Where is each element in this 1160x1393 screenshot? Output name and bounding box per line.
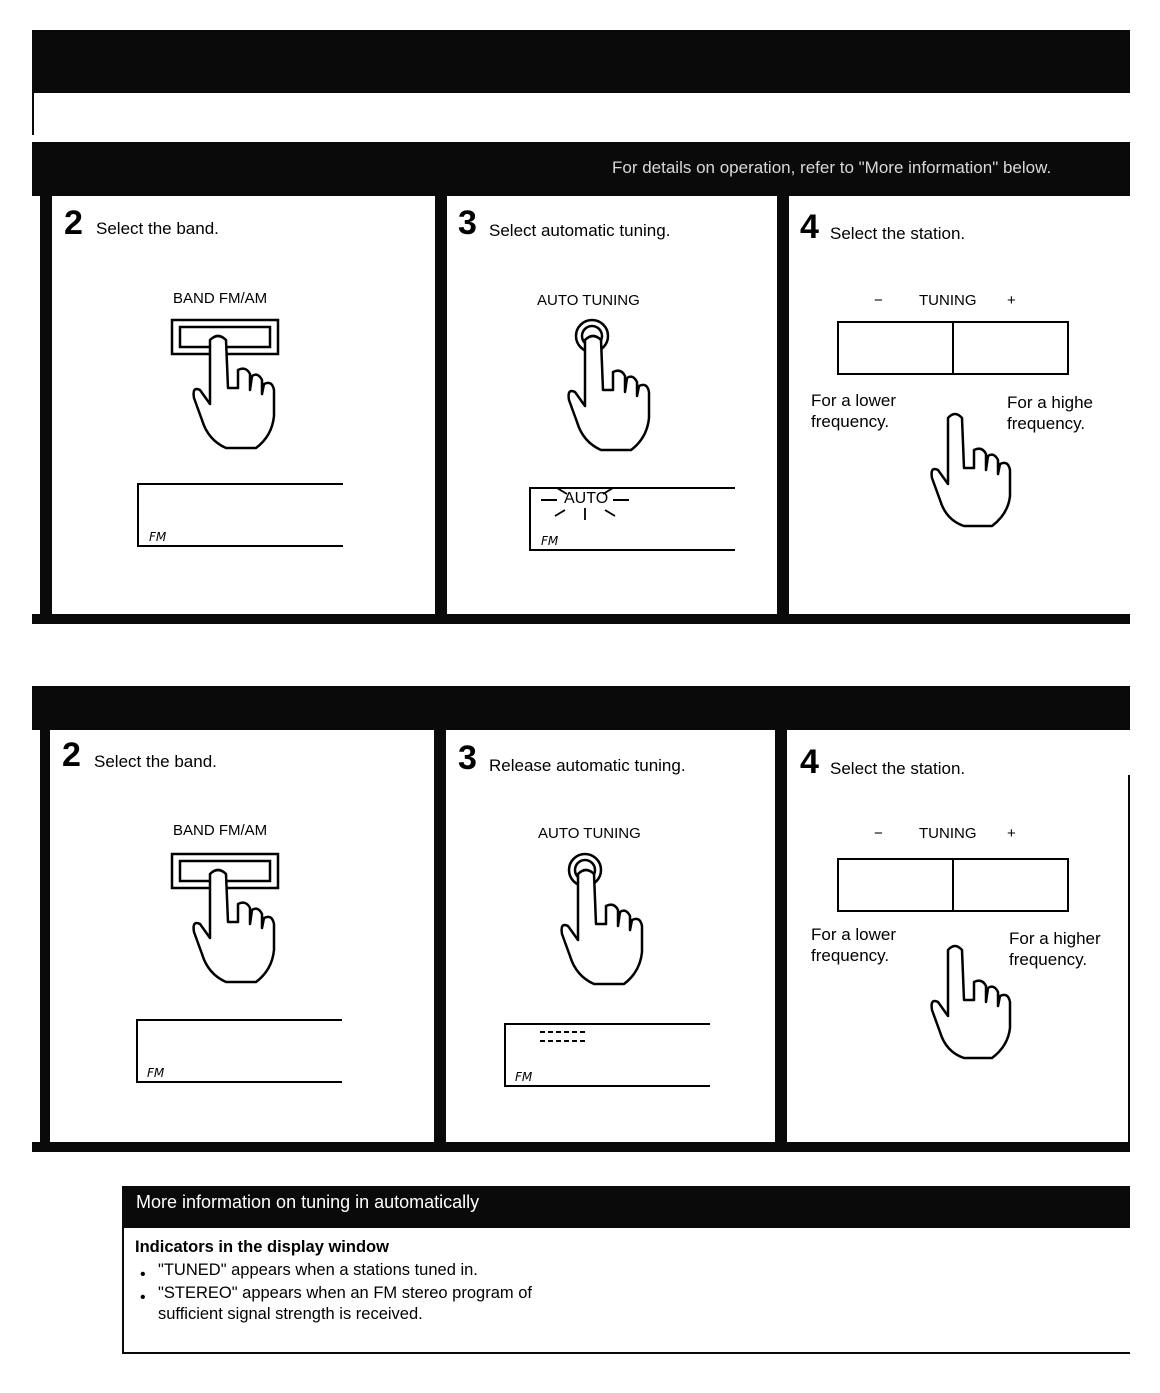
more-info-bullet-1: "TUNED" appears when a stations tuned in. [158,1261,478,1279]
panel1-tuning-plus: + [1007,292,1016,309]
panel2-step3-display-window [502,1022,714,1090]
panel1-tuning-down-button[interactable] [837,321,954,375]
panel2-header-bar [32,686,1130,730]
panel2-step4-number: 4 [800,743,819,781]
panel1-step2-display-band: FM [149,530,167,544]
panel1-step3-display-band: FM [541,534,559,548]
panel1-band-button-icon[interactable] [168,316,283,456]
panel1-higher-frequency-text: For a highe frequency. [1007,393,1093,433]
panel2-right-border [1128,775,1130,1148]
panel2-step3-display-band: FM [515,1070,533,1084]
more-info-title: More information on tuning in automatically [136,1192,480,1212]
top-title-bar [32,30,1130,93]
panel1-left-border [40,196,52,620]
panel1-step3-display-window [527,486,739,554]
panel2-band-label: BAND FM/AM [173,822,268,839]
panel1-step2-number: 2 [64,204,83,242]
panel1-band-label: BAND FM/AM [173,290,268,307]
panel2-step3-text: Release automatic tuning. [489,756,686,775]
panel1-step3-display-auto: AUTO [564,490,609,507]
bullet-dot-1: • [140,1266,146,1283]
panel2-tuning-label: TUNING [919,825,977,842]
panel1-step2-display-window [135,482,347,550]
panel2-step4-text: Select the station. [830,759,966,778]
panel1-step2-text: Select the band. [96,219,219,238]
panel2-step2-display-window [134,1018,346,1086]
panel2-auto-tuning-button-icon[interactable] [558,852,653,992]
panel1-auto-tuning-label: AUTO TUNING [537,292,640,309]
panel2-divider-1 [434,730,446,1148]
panel2-auto-tuning-label: AUTO TUNING [538,825,641,842]
panel2-left-border [40,730,50,1148]
panel2-step2-number: 2 [62,736,81,774]
top-left-rule [32,90,34,135]
panel1-auto-tuning-button-icon[interactable] [565,318,660,458]
panel1-bottom-bar [32,614,1130,624]
panel1-step3-number: 3 [458,204,477,242]
panel1-step3-text: Select automatic tuning. [489,221,671,240]
panel2-tuning-plus: + [1007,825,1016,842]
more-info-bullet-2: "STEREO" appears when an FM stereo program of sufficient signal strength is received. [158,1284,532,1323]
panel1-step4-number: 4 [800,208,819,246]
panel2-tuning-hand-icon [928,940,1018,1060]
panel1-tuning-hand-icon [928,408,1018,528]
panel2-step2-text: Select the band. [94,752,217,771]
bullet-dot-2: • [140,1289,146,1306]
panel1-divider-2 [777,196,789,620]
panel2-higher-frequency-text: For a higher frequency. [1009,929,1101,969]
panel2-tuning-minus: − [874,825,883,842]
more-info-bottom-rule [122,1352,1130,1354]
panel2-divider-2 [775,730,787,1148]
panel2-tuning-down-button[interactable] [837,858,954,912]
more-info-left-rule [122,1228,124,1354]
panel1-tuning-up-button[interactable] [952,321,1069,375]
panel2-lower-frequency-text: For a lower frequency. [811,925,897,965]
panel1-lower-frequency-text: For a lower frequency. [811,391,897,431]
panel2-bottom-bar [32,1142,1130,1152]
panel1-tuning-minus: − [874,292,883,309]
panel1-divider-1 [435,196,447,620]
panel1-tuning-label: TUNING [919,292,977,309]
panel2-band-button-icon[interactable] [168,850,283,990]
more-info-subtitle: Indicators in the display window [135,1238,389,1256]
panel1-header-note: For details on operation, refer to "More information" below. [612,158,1052,177]
panel2-step3-number: 3 [458,739,477,777]
panel1-step4-text: Select the station. [830,224,966,243]
panel2-tuning-up-button[interactable] [952,858,1069,912]
panel2-step2-display-band: FM [147,1066,165,1080]
